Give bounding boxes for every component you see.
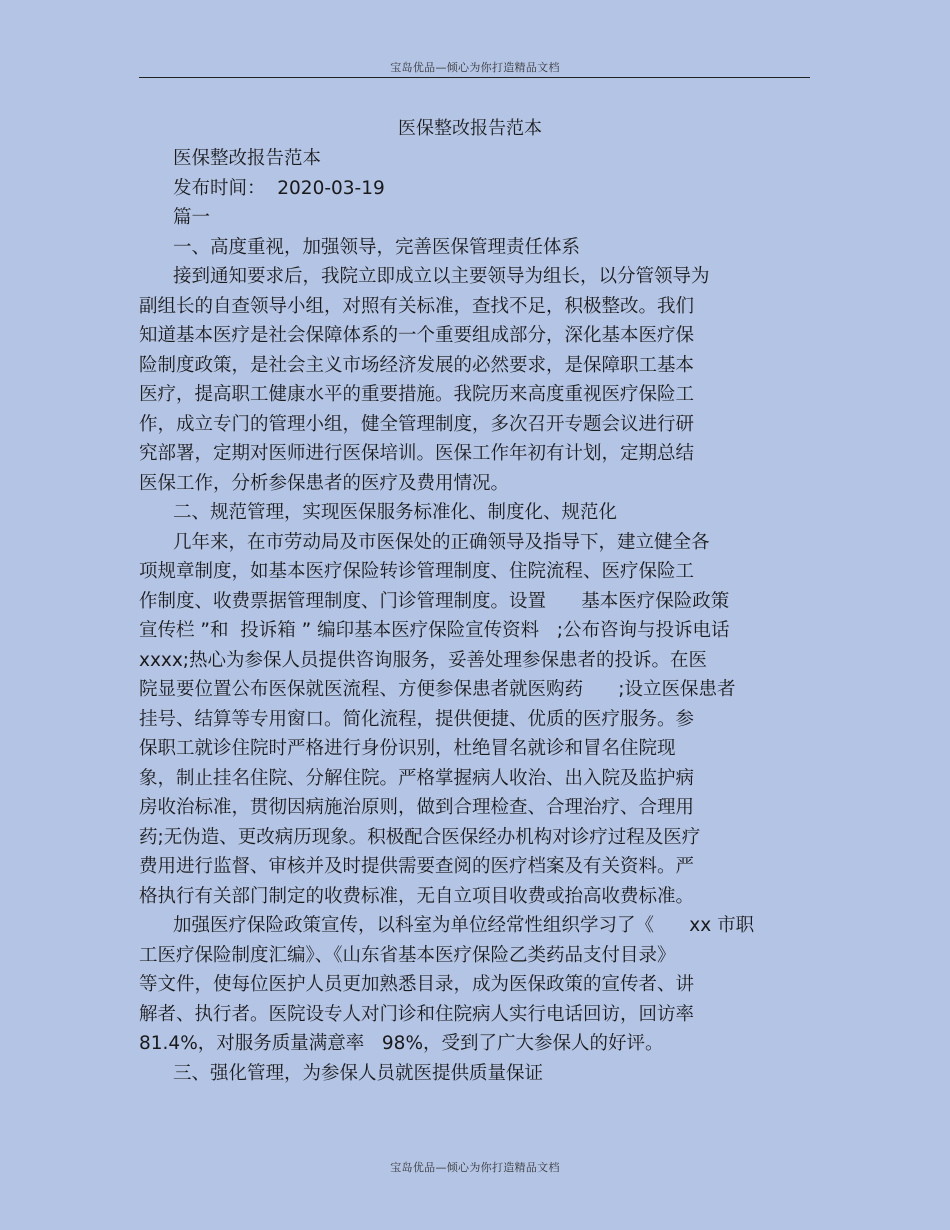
body-line: 医保整改报告范本 [173,148,322,169]
body-line: 作制度、收费票据管理制度、门诊管理制度。设置 基本医疗保险政策 [139,590,730,612]
body-line: 二、规范管理，实现医保服务标准化、制度化、规范化 [173,502,618,523]
body-line: 81.4%，对服务质量满意率 98%，受到了广大参保人的好评。 [139,1033,664,1054]
body-line: 项规章制度，如基本医疗保险转诊管理制度、住院流程、医疗保险工 [139,561,695,582]
body-line: 副组长的自查领导小组，对照有关标准，查找不足，积极整改。我们 [139,295,695,317]
body-line: 几年来，在市劳动局及市医保处的正确领导及指导下，建立健全各 [173,531,710,553]
body-line: 发布时间： 2020-03-19 [173,177,385,199]
body-line: 作，成立专门的管理小组，健全管理制度，多次召开专题会议进行研 [139,413,695,435]
body-line: 保职工就诊住院时严格进行身份识别，杜绝冒名就诊和冒名住院现 [139,738,676,759]
page-footer-text: 宝岛优品—倾心为你打造精品文档 [390,1161,560,1174]
body-line: xxxx;热心为参保人员提供咨询服务，妥善处理参保患者的投诉。在医 [139,649,708,671]
body-line: 格执行有关部门制定的收费标准，无自立项目收费或抬高收费标准。 [139,885,695,907]
body-line: 等文件，使每位医护人员更加熟悉目录，成为医保政策的宣传者、讲 [139,974,695,995]
body-line: 药;无伪造、更改病历现象。积极配合医保经办机构对诊疗过程及医疗 [139,826,701,848]
document-title: 医保整改报告范本 [398,118,542,139]
body-line: 解者、执行者。医院设专人对门诊和住院病人实行电话回访，回访率 [139,1003,695,1025]
header-divider [139,77,810,78]
page-header-text: 宝岛优品—倾心为你打造精品文档 [390,61,560,74]
body-line: 宣传栏 ”和 投诉箱 ” 编印基本医疗保险宣传资料 ;公布咨询与投诉电话 [139,620,730,641]
body-line: 篇一 [173,207,211,228]
body-line: 挂号、结算等专用窗口。简化流程，提供便捷、优质的医疗服务。参 [139,708,695,730]
body-line: 究部署，定期对医师进行医保培训。医保工作年初有计划，定期总结 [139,443,695,464]
body-line: 知道基本医疗是社会保障体系的一个重要组成部分，深化基本医疗保 [139,325,695,346]
body-line: 一、高度重视，加强领导，完善医保管理责任体系 [173,236,581,258]
body-line: 房收治标准，贯彻因病施治原则，做到合理检查、合理治疗、合理用 [139,797,695,818]
body-line: 接到通知要求后，我院立即成立以主要领导为组长，以分管领导为 [173,266,710,287]
document-body [139,144,819,1088]
body-line: 院显要位置公布医保就医流程、方便参保患者就医购药 ;设立医保患者 [139,679,736,700]
body-line: 象，制止挂名住院、分解住院。严格掌握病人收治、出入院及监护病 [139,767,695,789]
body-line: 医疗，提高职工健康水平的重要措施。我院历来高度重视医疗保险工 [139,384,695,405]
body-line: 工医疗保险制度汇编》、《山东省基本医疗保险乙类药品支付目录》 [139,944,676,966]
body-line: 医保工作，分析参保患者的医疗及费用情况。 [139,472,510,494]
body-line: 费用进行监督、审核并及时提供需要查阅的医疗档案及有关资料。严 [139,856,695,877]
body-line: 险制度政策，是社会主义市场经济发展的必然要求，是保障职工基本 [139,354,695,376]
body-line: 加强医疗保险政策宣传，以科室为单位经常性组织学习了《 xx 市职 [173,915,755,936]
body-line: 三、强化管理，为参保人员就医提供质量保证 [173,1062,544,1084]
